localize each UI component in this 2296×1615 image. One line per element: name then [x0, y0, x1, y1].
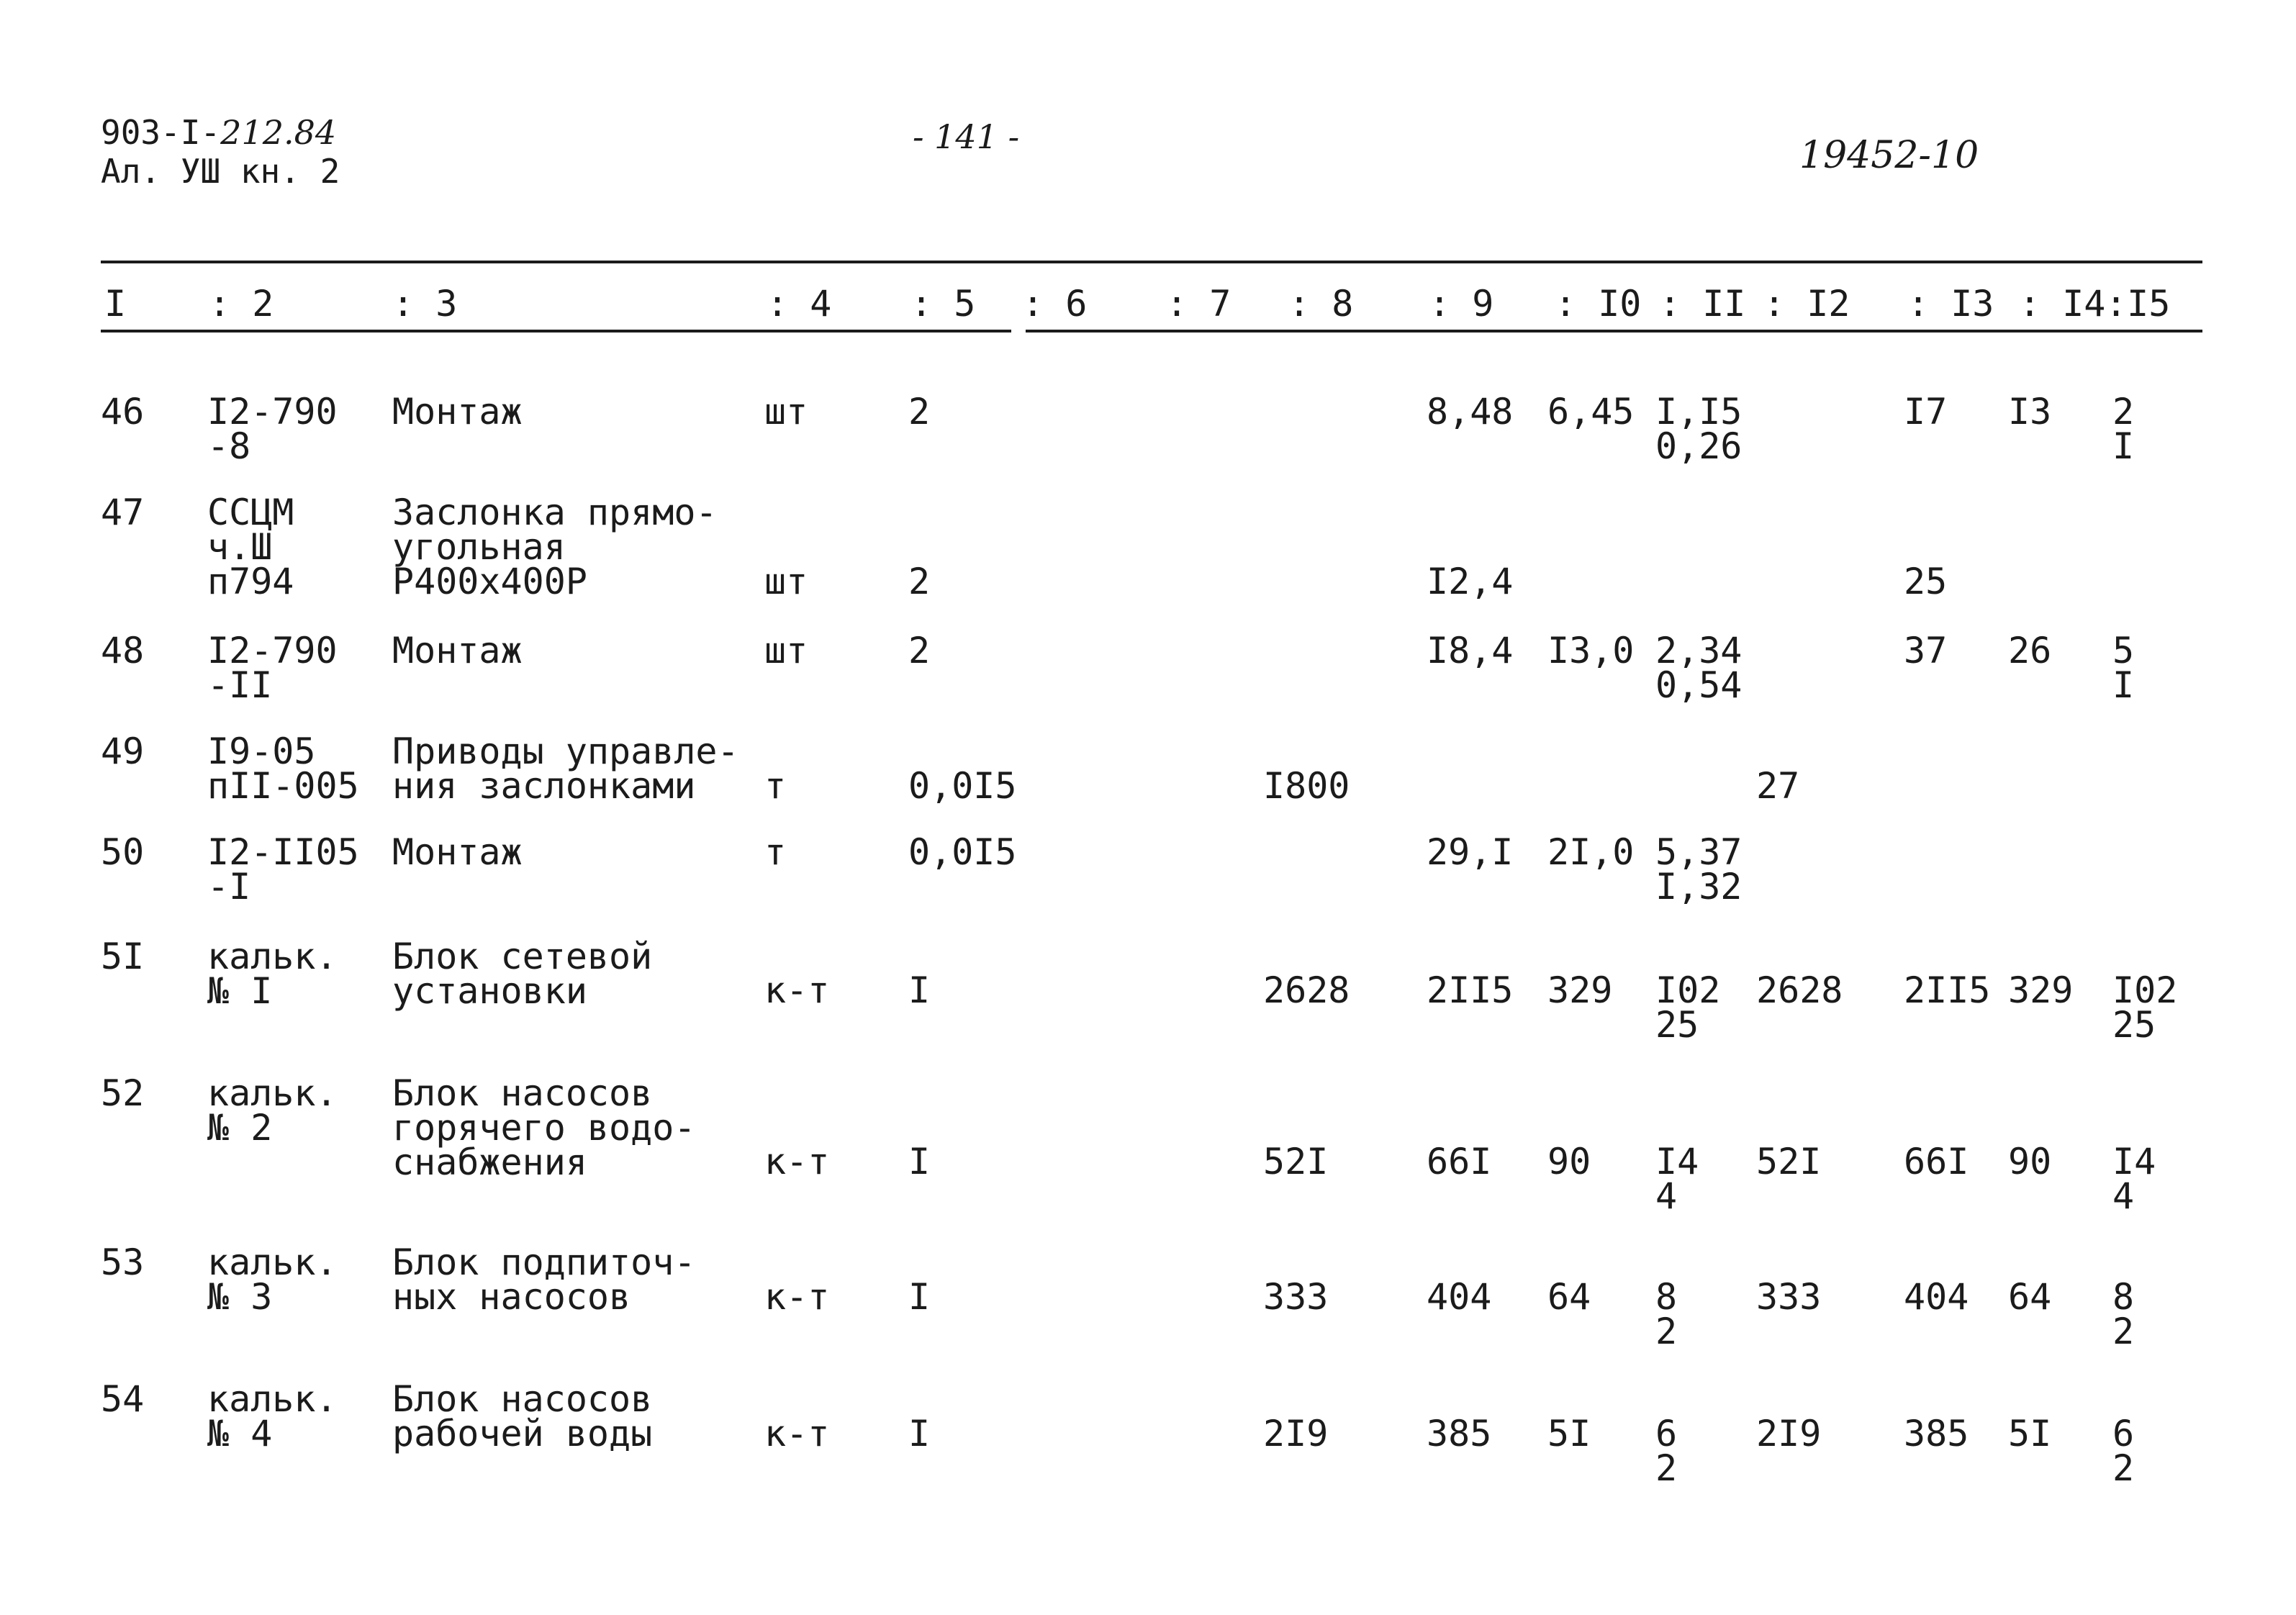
row-4-col-5: 0,0I5	[908, 765, 1017, 807]
row-6-col-4: к-т	[764, 969, 830, 1011]
column-header-8: : 8	[1288, 283, 1354, 325]
row-6-col-3: Блок сетевой установки	[392, 936, 653, 1012]
row-7-col-13: 66I	[1904, 1141, 1969, 1182]
row-6-col-1: 5I	[101, 936, 145, 977]
column-header-11: : II	[1659, 283, 1746, 325]
row-6-col-15: I02 25	[2112, 969, 2178, 1046]
row-2-col-1: 47	[101, 492, 145, 533]
row-9-col-5: I	[908, 1413, 931, 1455]
row-5-col-9: 29,I	[1427, 831, 1514, 873]
row-6-col-10: 329	[1547, 969, 1613, 1011]
row-9-col-11: 6 2	[1655, 1413, 1678, 1489]
header-underline-right	[1026, 330, 2202, 332]
row-7-col-3: Блок насосов горячего водо- снабжения	[392, 1072, 696, 1183]
header-underline-left	[101, 330, 1011, 332]
row-8-col-13: 404	[1904, 1276, 1969, 1318]
document-code-handwritten: 212.84	[220, 113, 337, 152]
row-8-col-10: 64	[1547, 1276, 1591, 1318]
album-line: Ал. УШ кн. 2	[101, 152, 340, 191]
row-5-col-4: т	[764, 831, 787, 873]
column-header-6: : 6	[1022, 283, 1088, 325]
row-9-col-8: 2I9	[1263, 1413, 1329, 1455]
column-header-10: : I0	[1555, 283, 1642, 325]
row-8-col-3: Блок подпиточ- ных насосов	[392, 1241, 696, 1318]
column-header-13: : I3	[1907, 283, 1994, 325]
row-1-col-4: шт	[764, 391, 808, 433]
column-header-2: : 2	[209, 283, 274, 325]
row-1-col-15: 2 I	[2112, 391, 2135, 467]
column-header-14: : I4	[2019, 283, 2106, 325]
row-3-col-14: 26	[2008, 630, 2052, 671]
row-1-col-11: I,I5 0,26	[1655, 391, 1743, 467]
row-1-col-5: 2	[908, 391, 931, 433]
row-8-col-12: 333	[1756, 1276, 1822, 1318]
row-7-col-14: 90	[2008, 1141, 2052, 1182]
row-2-col-4: шт	[764, 561, 808, 602]
row-2-col-5: 2	[908, 561, 931, 602]
row-1-col-3: Монтаж	[392, 391, 523, 433]
row-8-col-2: кальк. № 3	[207, 1241, 338, 1318]
row-7-col-9: 66I	[1427, 1141, 1492, 1182]
document-code-prefix: 903-I-	[101, 113, 221, 152]
column-header-1: I	[104, 283, 127, 325]
row-6-col-5: I	[908, 969, 931, 1011]
row-2-col-9: I2,4	[1427, 561, 1514, 602]
row-6-col-14: 329	[2008, 969, 2074, 1011]
row-1-col-10: 6,45	[1547, 391, 1635, 433]
row-9-col-1: 54	[101, 1378, 145, 1420]
row-3-col-11: 2,34 0,54	[1655, 630, 1743, 706]
column-header-5: : 5	[910, 283, 976, 325]
row-8-col-4: к-т	[764, 1276, 830, 1318]
row-7-col-11: I4 4	[1655, 1141, 1699, 1217]
row-5-col-10: 2I,0	[1547, 831, 1635, 873]
row-6-col-12: 2628	[1756, 969, 1843, 1011]
row-3-col-15: 5 I	[2112, 630, 2135, 706]
row-4-col-4: т	[764, 765, 787, 807]
row-2-col-2: ССЦМ ч.Ш п794	[207, 492, 294, 602]
row-1-col-1: 46	[101, 391, 145, 433]
row-9-col-9: 385	[1427, 1413, 1492, 1455]
row-4-col-2: I9-05 пII-005	[207, 730, 359, 807]
row-5-col-1: 50	[101, 831, 145, 873]
row-7-col-15: I4 4	[2112, 1141, 2156, 1217]
row-9-col-10: 5I	[1547, 1413, 1591, 1455]
row-8-col-11: 8 2	[1655, 1276, 1678, 1352]
row-5-col-5: 0,0I5	[908, 831, 1017, 873]
row-1-col-13: I7	[1904, 391, 1948, 433]
row-4-col-8: I800	[1263, 765, 1350, 807]
row-8-col-1: 53	[101, 1241, 145, 1283]
row-9-col-14: 5I	[2008, 1413, 2052, 1455]
row-3-col-10: I3,0	[1547, 630, 1635, 671]
row-2-col-3: Заслонка прямо- угольная Р400х400Р	[392, 492, 718, 602]
row-3-col-3: Монтаж	[392, 630, 523, 671]
row-7-col-12: 52I	[1756, 1141, 1822, 1182]
row-6-col-8: 2628	[1263, 969, 1350, 1011]
page-number: - 141 -	[913, 117, 1020, 156]
row-3-col-2: I2-790 -II	[207, 630, 338, 706]
row-9-col-3: Блок насосов рабочей воды	[392, 1378, 653, 1455]
row-8-col-15: 8 2	[2112, 1276, 2135, 1352]
row-7-col-5: I	[908, 1141, 931, 1182]
row-8-col-14: 64	[2008, 1276, 2052, 1318]
row-1-col-14: I3	[2008, 391, 2052, 433]
row-6-col-13: 2II5	[1904, 969, 1991, 1011]
row-7-col-4: к-т	[764, 1141, 830, 1182]
column-header-15: :I5	[2105, 283, 2171, 325]
row-3-col-4: шт	[764, 630, 808, 671]
row-9-col-4: к-т	[764, 1413, 830, 1455]
column-header-3: : 3	[392, 283, 458, 325]
row-3-col-1: 48	[101, 630, 145, 671]
row-2-col-13: 25	[1904, 561, 1948, 602]
row-3-col-5: 2	[908, 630, 931, 671]
row-9-col-2: кальк. № 4	[207, 1378, 338, 1455]
row-9-col-15: 6 2	[2112, 1413, 2135, 1489]
row-5-col-11: 5,37 I,32	[1655, 831, 1743, 908]
row-4-col-1: 49	[101, 730, 145, 772]
row-1-col-2: I2-790 -8	[207, 391, 338, 467]
row-8-col-9: 404	[1427, 1276, 1492, 1318]
table-top-rule	[101, 261, 2202, 263]
row-5-col-3: Монтаж	[392, 831, 523, 873]
column-header-12: : I2	[1763, 283, 1850, 325]
row-4-col-3: Приводы управле- ния заслонками	[392, 730, 739, 807]
row-3-col-13: 37	[1904, 630, 1948, 671]
row-3-col-9: I8,4	[1427, 630, 1514, 671]
row-4-col-12: 27	[1756, 765, 1800, 807]
column-header-4: : 4	[767, 283, 832, 325]
document-code	[101, 115, 336, 150]
row-8-col-8: 333	[1263, 1276, 1329, 1318]
row-7-col-8: 52I	[1263, 1141, 1329, 1182]
row-7-col-1: 52	[101, 1072, 145, 1114]
row-7-col-10: 90	[1547, 1141, 1591, 1182]
row-7-col-2: кальк. № 2	[207, 1072, 338, 1149]
row-6-col-9: 2II5	[1427, 969, 1514, 1011]
row-9-col-12: 2I9	[1756, 1413, 1822, 1455]
inventory-number: 19452-10	[1799, 134, 1979, 177]
row-9-col-13: 385	[1904, 1413, 1969, 1455]
row-6-col-2: кальк. № I	[207, 936, 338, 1012]
column-header-7: : 7	[1166, 283, 1231, 325]
row-8-col-5: I	[908, 1276, 931, 1318]
column-header-9: : 9	[1429, 283, 1494, 325]
row-1-col-9: 8,48	[1427, 391, 1514, 433]
row-5-col-2: I2-II05 -I	[207, 831, 359, 908]
row-6-col-11: I02 25	[1655, 969, 1721, 1046]
